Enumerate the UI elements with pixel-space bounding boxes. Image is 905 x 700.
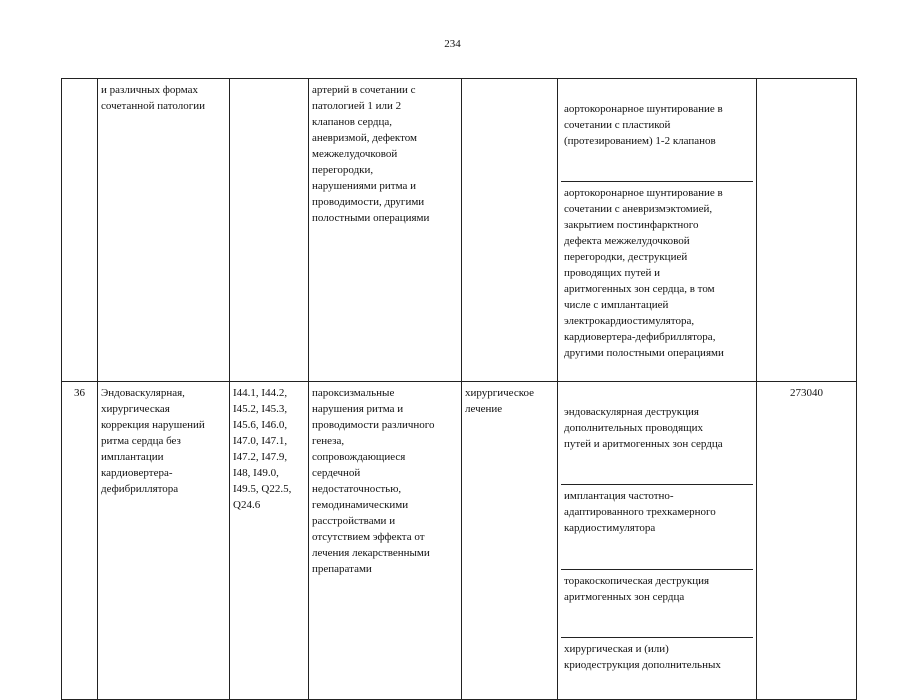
- patient-model: пароксизмальные нарушения ритма и проводимости различного генеза, сопровождающиеся сердечной недостаточностью, гемодинамическими расстройствами и отсутствием эффекта от лечения лекарственными препаратами: [309, 382, 462, 700]
- price: 273040: [757, 382, 857, 700]
- method-item: хирургическая и (или) криодеструкция дополнительных: [561, 637, 753, 681]
- patient-model: артерий в сочетании с патологией 1 или 2 клапанов сердца, аневризмой, дефектом межжелудочковой перегородки, нарушениями ритма и проводимости, другими полостными операциями: [309, 79, 462, 382]
- icd-codes: [230, 79, 309, 382]
- procedure-group-name: Эндоваскулярная, хирургическая коррекция нарушений ритма сердца без имплантации кардиовертера- дефибриллятора: [98, 382, 230, 700]
- procedures-table: [61, 78, 857, 700]
- method-item: эндоваскулярная деструкция дополнительных проводящих путей и аритмогенных зон сердца: [564, 406, 723, 450]
- treatment-methods: [558, 382, 757, 700]
- treatment-type: хирургическое лечение: [462, 382, 558, 700]
- page-number: 234: [444, 38, 461, 50]
- price: [757, 79, 857, 382]
- treatment-methods: [558, 79, 757, 382]
- table-row: [62, 79, 857, 382]
- row-number: 36: [62, 382, 98, 700]
- treatment-type: [462, 79, 558, 382]
- procedure-group-name: и различных формах сочетанной патологии: [98, 79, 230, 382]
- icd-codes: I44.1, I44.2, I45.2, I45.3, I45.6, I46.0, I47.0, I47.1, I47.2, I47.9, I48, I49.0, I49.5, Q22.5, Q24.6: [230, 382, 309, 700]
- row-number: [62, 79, 98, 382]
- method-item: торакоскопическая деструкция аритмогенных зон сердца: [561, 569, 753, 621]
- method-item: имплантация частотно- адаптированного трехкамерного кардиостимулятора: [561, 484, 753, 553]
- method-item: аортокоронарное шунтирование в сочетании с аневризмэктомией, закрытием постинфарктного дефекта межжелудочковой перегородки, деструкцией проводящих путей и аритмогенных зон сердца, в том числе с имплантацией электрокардиостимулятора, кардиовертера-дефибриллятора, другими полостными операциями: [561, 181, 753, 363]
- table-row: [62, 382, 857, 700]
- method-item: аортокоронарное шунтирование в сочетании с пластикой (протезированием) 1-2 клапанов: [564, 103, 723, 147]
